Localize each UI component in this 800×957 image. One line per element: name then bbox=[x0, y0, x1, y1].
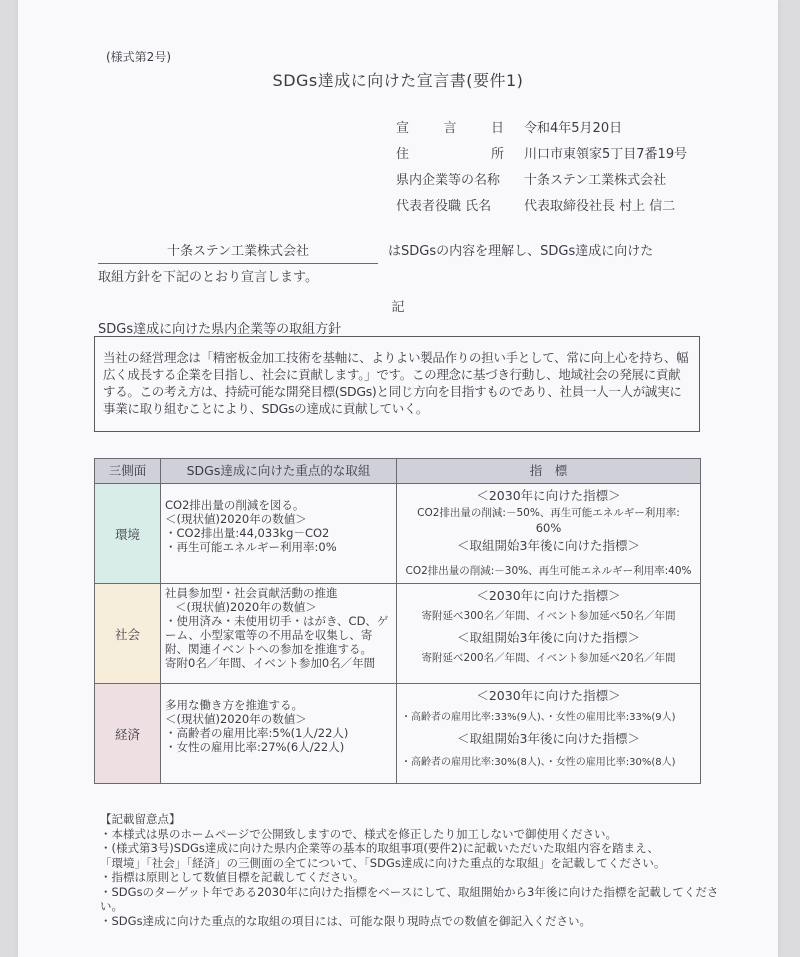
table-row-society bbox=[95, 584, 701, 684]
meta-rep-value: 代表取締役社長 村上 信二 bbox=[524, 199, 676, 214]
note-item: ・SDGsのターゲット年である2030年に向けた指標をベースにして、取組開始から3年後に向けた指標を記載してください。 bbox=[100, 884, 719, 913]
policy-box: 当社の経営理念は「精密板金加工技術を基軸に、よりよい製品作りの担い手として、常に向上心を持ち、幅広く成長する企業を目指し、社会に貢献します。」です。この理念に基づき行動し、地域社会の発展に貢献する。この考え方は、持続可能な開発目標(SDGs)と同じ方向を目指すものであり、社員一人一人が誠実に事業に取り組むことにより、SDGsの達成に貢献していく。 bbox=[94, 336, 700, 432]
meta-address-label: 住 所 bbox=[396, 147, 504, 162]
actions-economy: 多用な働き方を推進する。 ＜(現状値)2020年の数値＞ ・高齢者の雇用比率:5%(1人/22人) ・女性の雇用比率:27%(6人/22人) bbox=[161, 684, 397, 784]
meta-company-value: 十条ステン工業株式会社 bbox=[524, 173, 667, 188]
notes-heading: 【記載留意点】 bbox=[100, 812, 181, 826]
page-title: SDGs達成に向けた宣言書(要件1) bbox=[272, 71, 524, 90]
table-header-row bbox=[95, 459, 701, 484]
meta-row-company bbox=[396, 168, 687, 194]
meta-row-address bbox=[396, 142, 687, 168]
note-item: ・指標は原則として数値目標を記載してください。 bbox=[100, 870, 365, 884]
meta-row-representative bbox=[396, 194, 687, 220]
meta-date-value: 令和4年5月20日 bbox=[524, 121, 623, 136]
sdgs-table bbox=[94, 458, 701, 784]
meta-date-label: 宣 言 日 bbox=[396, 121, 504, 136]
policy-heading: SDGs達成に向けた県内企業等の取組方針 bbox=[98, 322, 342, 337]
meta-rep-label: 代表者役職 氏名 bbox=[396, 199, 492, 214]
actions-environment: CO2排出量の削減を図る。 ＜(現状値)2020年の数値＞ ・CO2排出量:44,033kg－CO2 ・再生可能エネルギー利用率:0% bbox=[161, 484, 397, 584]
header-aspect: 三側面 bbox=[95, 459, 161, 484]
aspect-society: 社会 bbox=[95, 584, 161, 684]
meta-address-value: 川口市東領家5丁目7番19号 bbox=[524, 147, 688, 162]
note-item: ・本様式は県のホームページで公開致しますので、様式を修正したり加工しないで御使用ください。 bbox=[100, 826, 618, 841]
indicators-economy: ＜2030年に向けた指標＞ ・高齢者の雇用比率:33%(9人)、・女性の雇用比率:33%(9人) ＜取組開始3年後に向けた指標＞ ・高齢者の雇用比率:30%(8人)、・女性の雇用比率:30%(8人) bbox=[397, 684, 701, 784]
declaration-page bbox=[18, 0, 778, 957]
header-indicators: 指 標 bbox=[397, 459, 701, 484]
indicators-society: ＜2030年に向けた指標＞ 寄附延べ300名／年間、イベント参加延べ50名／年間 ＜取組開始3年後に向けた指標＞ 寄附延べ200名／年間、イベント参加延べ20名／年間 bbox=[397, 584, 701, 684]
understand-text: はSDGsの内容を理解し、SDGs達成に向けた bbox=[388, 244, 654, 259]
declare-text: 取組方針を下記のとおり宣言します。 bbox=[98, 270, 318, 285]
header-actions: SDGs達成に向けた重点的な取組 bbox=[161, 459, 397, 484]
note-item: 「環境」「社会」「経済」の三側面の全てについて、「SDGs達成に向けた重点的な取組」を記載してください。 bbox=[100, 855, 666, 870]
note-item: ・SDGs達成に向けた重点的な取組の項目には、可能な限り現時点での数値を御記入ください。 bbox=[100, 913, 592, 928]
actions-society: 社員参加型・社会貢献活動の推進 ＜(現状値)2020年の数値＞ ・使用済み・未使用切手・はがき、CD、ゲーム、小型家電等の不用品を収集し、寄附、関連イベントへの参加を推進する。 寄附0名／年間、イベント参加0名／年間 bbox=[161, 584, 397, 684]
ki-heading: 記 bbox=[391, 300, 405, 315]
table-row-environment bbox=[95, 484, 701, 584]
notes-section bbox=[100, 812, 720, 928]
meta-company-label: 県内企業等の名称 bbox=[396, 173, 501, 188]
meta-row-date bbox=[396, 116, 687, 142]
note-item: ・(様式第3号)SDGs達成に向けた県内企業等の基本的取組事項(要件2)に記載いただいた取組内容を踏まえ、 bbox=[100, 841, 659, 855]
declaration-meta bbox=[396, 116, 687, 220]
company-name-underlined: 十条ステン工業株式会社 bbox=[98, 240, 378, 264]
indicators-environment: ＜2030年に向けた指標＞ CO2排出量の削減:－50%、再生可能エネルギー利用率: 60% ＜取組開始3年後に向けた指標＞ CO2排出量の削減:－30%、再生可能エネルギー利用率:40% bbox=[397, 484, 701, 584]
aspect-environment: 環境 bbox=[95, 484, 161, 584]
aspect-economy: 経済 bbox=[95, 684, 161, 784]
form-number: (様式第2号) bbox=[106, 50, 171, 64]
table-row-economy bbox=[95, 684, 701, 784]
